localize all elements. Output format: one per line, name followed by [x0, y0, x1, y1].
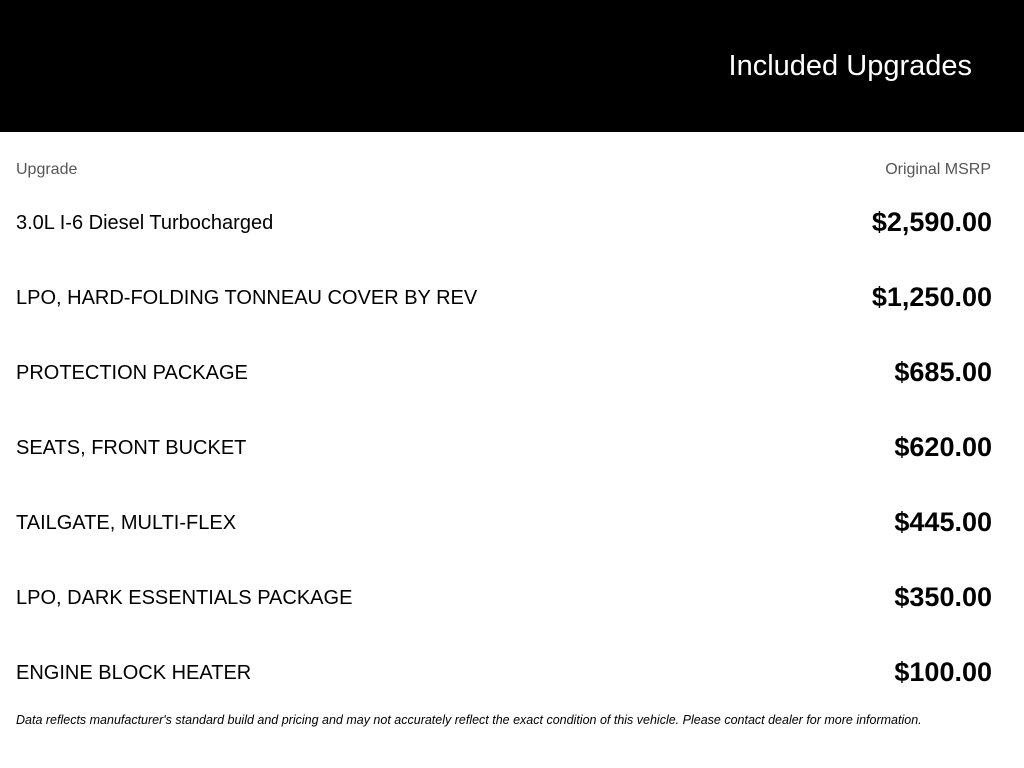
upgrade-price: $620.00	[894, 432, 992, 462]
page-title: Included Upgrades	[728, 50, 972, 82]
pricing-disclaimer: Data reflects manufacturer's standard build and pricing and may not accurately reflect the exact condition of this vehicle. Please contact dealer for more information.	[16, 713, 922, 727]
upgrade-price: $2,590.00	[871, 207, 992, 237]
upgrade-name: LPO, HARD-FOLDING TONNEAU COVER BY REV	[16, 287, 478, 309]
upgrade-price: $685.00	[894, 357, 992, 387]
page-header	[0, 0, 1024, 132]
upgrade-row	[0, 185, 1024, 260]
upgrade-column-header: Upgrade	[16, 161, 78, 178]
upgrades-list	[0, 185, 1024, 710]
upgrade-name: TAILGATE, MULTI-FLEX	[16, 512, 237, 534]
upgrade-row	[0, 410, 1024, 485]
upgrade-name: SEATS, FRONT BUCKET	[16, 437, 247, 459]
upgrade-name: 3.0L I-6 Diesel Turbocharged	[16, 212, 274, 234]
upgrade-name: LPO, DARK ESSENTIALS PACKAGE	[16, 587, 353, 609]
upgrade-row	[0, 560, 1024, 635]
upgrade-row	[0, 335, 1024, 410]
upgrade-price: $1,250.00	[871, 282, 992, 312]
upgrade-name: PROTECTION PACKAGE	[16, 362, 248, 384]
upgrade-row	[0, 485, 1024, 560]
upgrade-price: $350.00	[894, 582, 992, 612]
upgrade-row	[0, 260, 1024, 335]
upgrade-row	[0, 635, 1024, 710]
upgrade-price: $100.00	[894, 657, 992, 687]
upgrade-name: ENGINE BLOCK HEATER	[16, 662, 252, 684]
msrp-column-header: Original MSRP	[885, 161, 991, 178]
upgrade-price: $445.00	[894, 507, 992, 537]
